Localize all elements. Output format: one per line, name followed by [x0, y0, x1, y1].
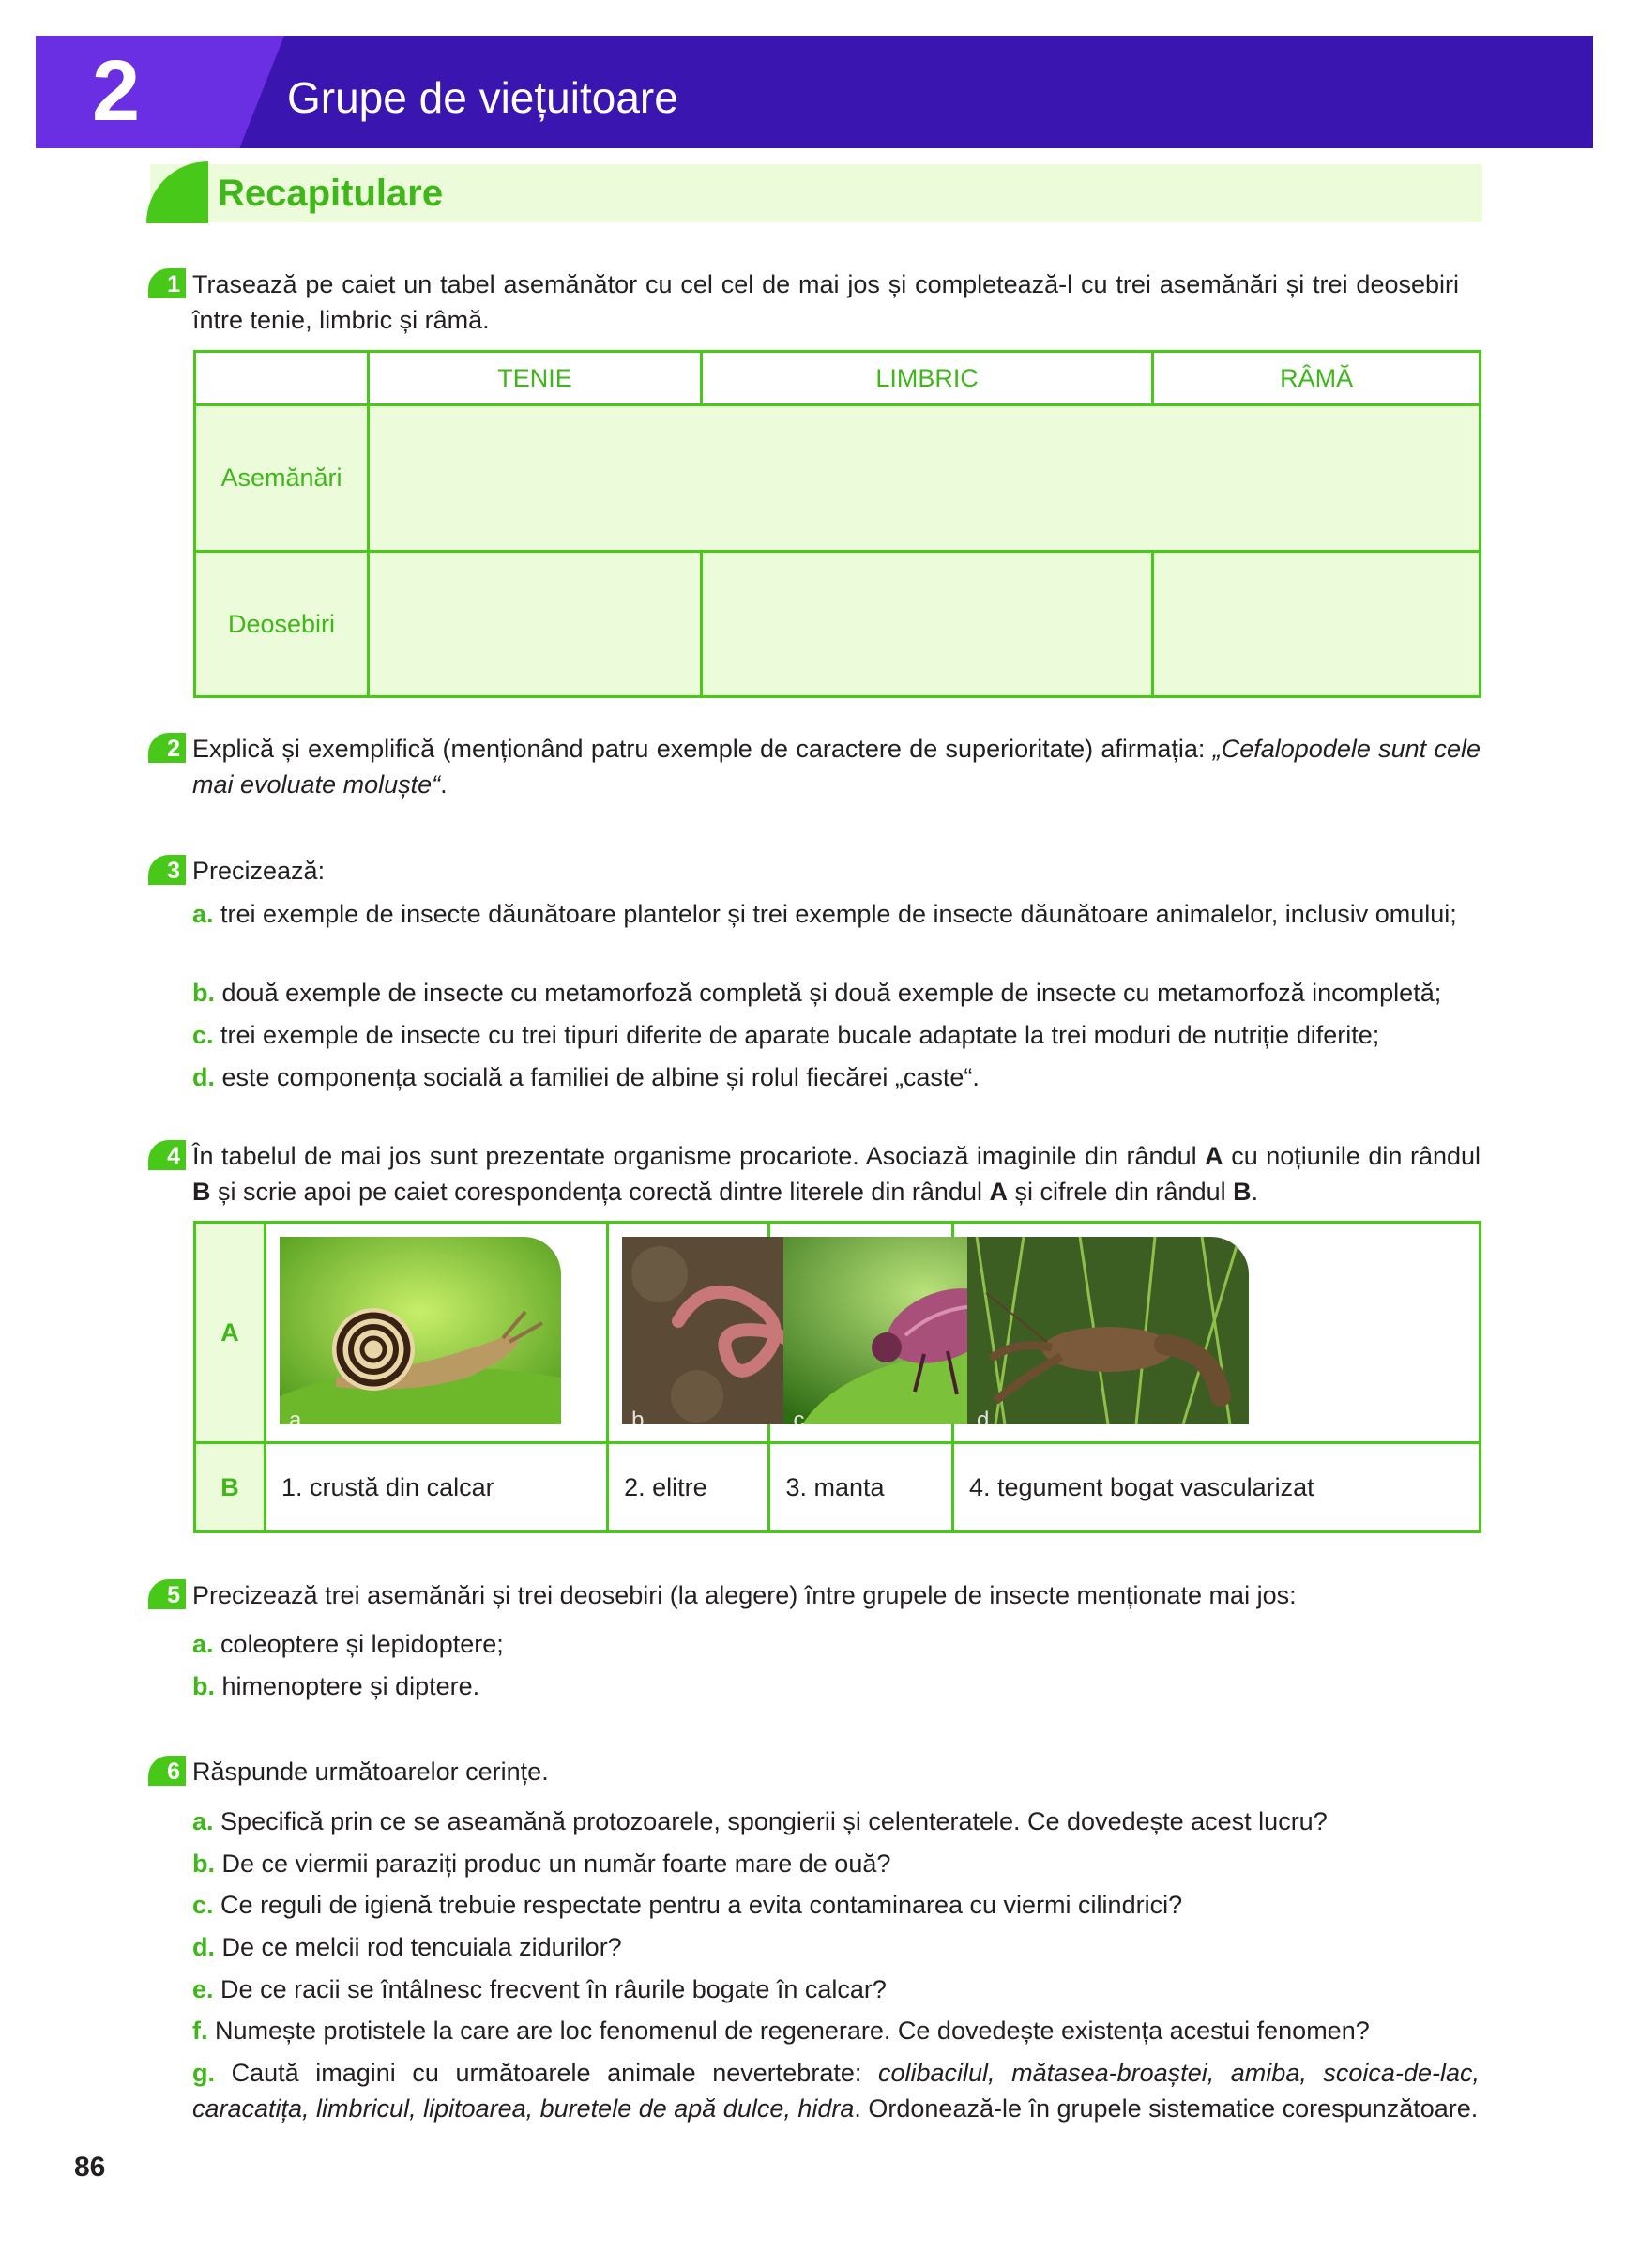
item-letter: c.: [192, 1021, 214, 1049]
crayfish-photo: [967, 1237, 1249, 1424]
exercise-3-item: [192, 1017, 1480, 1053]
row-b-label: B: [195, 1443, 266, 1532]
exercise-5-badge: 5: [148, 1579, 186, 1609]
notion-cell: 4. tegument bogat vascularizat: [952, 1443, 1480, 1532]
text-bold: A: [1205, 1142, 1223, 1170]
chapter-number: 2: [92, 43, 141, 139]
exercise-2-end: .: [440, 770, 448, 799]
item-letter: g.: [192, 2059, 215, 2087]
item-letter: a.: [192, 1807, 214, 1835]
image-label: d: [976, 1408, 990, 1433]
image-label: c: [793, 1408, 805, 1433]
exercise-3-item: [192, 896, 1480, 932]
text-bold: A: [989, 1178, 1008, 1206]
item-text: Caută imagini cu următoarele animale nevertebrate:: [231, 2059, 878, 2087]
notion-cell: 3. manta: [769, 1443, 952, 1532]
item-letter: b.: [192, 1672, 215, 1700]
item-text: himenoptere și diptere.: [221, 1672, 480, 1700]
item-text: este componența socială a familiei de albine și rolul fiecărei „caste“.: [221, 1063, 980, 1091]
item-text: Specifică prin ce se aseamănă protozoarele, spongierii și celenteratele. Ce dovedește acest lucru?: [220, 1807, 1328, 1835]
notion-cell: 1. crustă din calcar: [266, 1443, 608, 1532]
exercise-3-item: [192, 975, 1480, 1011]
item-letter: c.: [192, 1891, 214, 1919]
exercise-4-table: [193, 1221, 1481, 1533]
item-letter: b.: [192, 979, 215, 1007]
text-part: cu noțiunile din rândul: [1223, 1142, 1481, 1170]
exercise-3-intro: Precizează:: [192, 857, 326, 885]
exercise-1-text: Trasează pe caiet un tabel asemănător cu cel cel de mai jos și completează-l cu trei asemănări și trei deosebiri între tenie, limbric și râmă.: [192, 270, 1459, 334]
image-cell: [952, 1223, 1480, 1443]
text-bold: B: [192, 1178, 211, 1206]
animal-list: colibacilul, mătasea-broaștei, amiba, scoica-de-lac, caracatița, limbricul, lipitoarea, buretele de apă dulce, hidra: [192, 2059, 1480, 2123]
table-empty-cell: [369, 405, 1481, 552]
table-column-header: TENIE: [369, 352, 702, 405]
item-text: De ce melcii rod tencuiala zidurilor?: [221, 1933, 622, 1961]
exercise-5-text: Precizează trei asemănări și trei deosebiri (la alegere) între grupele de insecte menționate mai jos:: [192, 1581, 1297, 1609]
chapter-title: Grupe de viețuitoare: [287, 73, 678, 122]
image-label: b: [631, 1408, 645, 1433]
exercise-4-text: [192, 1138, 1481, 1210]
exercise-6-item: [192, 1846, 1480, 1881]
item-letter: a.: [192, 900, 214, 928]
row-a-label: A: [195, 1223, 266, 1443]
exercise-5-item: [192, 1626, 1480, 1662]
item-text: De ce viermii paraziți produc un număr foarte mare de ouă?: [221, 1849, 891, 1878]
exercise-6-item: [192, 1929, 1480, 1965]
exercise-1-badge: 1: [148, 268, 186, 298]
item-letter: f.: [192, 2017, 208, 2045]
table-corner-cell: [195, 352, 369, 405]
text-part: În tabelul de mai jos sunt prezentate organisme procariote. Asociază imaginile din rândul: [192, 1142, 1206, 1170]
text-part: .: [1251, 1178, 1259, 1206]
item-text: Numește protistele la care are loc fenomenul de regenerare. Ce dovedește existența acestui fenomen?: [215, 2017, 1370, 2045]
table-row-header: Asemănări: [195, 405, 369, 552]
exercise-6-item: [192, 1971, 1480, 2007]
exercise-3-item: [192, 1059, 1480, 1095]
notion-cell: 2. elitre: [608, 1443, 769, 1532]
image-cell: [266, 1223, 608, 1443]
snail-photo: [280, 1237, 561, 1424]
item-letter: a.: [192, 1630, 214, 1658]
table-column-header: LIMBRIC: [702, 352, 1153, 405]
item-text: Ce reguli de igienă trebuie respectate pentru a evita contaminarea cu viermi cilindrici?: [220, 1891, 1183, 1919]
text-part: și scrie apoi pe caiet corespondența corectă dintre literele din rândul: [210, 1178, 990, 1206]
table-empty-cell: [369, 552, 702, 697]
table-empty-cell: [702, 552, 1153, 697]
section-title: Recapitulare: [218, 173, 444, 214]
exercise-6-item: [192, 2013, 1480, 2048]
image-cell: [608, 1223, 769, 1443]
table-empty-cell: [1153, 552, 1481, 697]
table-column-header: RÂMĂ: [1153, 352, 1481, 405]
text-part: și cifrele din rândul: [1007, 1178, 1234, 1206]
item-letter: d.: [192, 1063, 215, 1091]
exercise-6-text: Răspunde următoarelor cerințe.: [192, 1758, 549, 1786]
image-cell: [769, 1223, 952, 1443]
exercise-2-statement: Explică și exemplifică (menționând patru exemple de caractere de superioritate) afirmația:: [192, 735, 1213, 763]
item-text: trei exemple de insecte dăunătoare plantelor și trei exemple de insecte dăunătoare animalelor, inclusiv omului;: [220, 900, 1457, 928]
item-text: trei exemple de insecte cu trei tipuri diferite de aparate bucale adaptate la trei moduri de nutriție diferite;: [220, 1021, 1380, 1049]
exercise-6-item: [192, 2055, 1480, 2126]
exercise-1-table: [193, 350, 1481, 698]
page-number: 86: [74, 2152, 106, 2183]
item-text: coleoptere și lepidoptere;: [220, 1630, 504, 1658]
item-letter: e.: [192, 1975, 214, 2003]
exercise-6-item: [192, 1804, 1480, 1839]
table-row-header: Deosebiri: [195, 552, 369, 697]
item-text: De ce racii se întâlnesc frecvent în râurile bogate în calcar?: [220, 1975, 887, 2003]
exercise-4-badge: 4: [148, 1140, 186, 1170]
exercise-2-quote: „Cefalopodele sunt cele mai evoluate moluște“: [192, 735, 1481, 799]
text-bold: B: [1233, 1178, 1252, 1206]
exercise-5-item: [192, 1668, 1480, 1704]
exercise-2-badge: 2: [148, 733, 186, 763]
item-letter: d.: [192, 1933, 215, 1961]
item-text: două exemple de insecte cu metamorfoză completă și două exemple de insecte cu metamorfoză incompletă;: [221, 979, 1442, 1007]
item-letter: b.: [192, 1849, 215, 1878]
exercise-6-item: [192, 1887, 1480, 1923]
exercise-2-text: [192, 731, 1481, 802]
exercise-6-badge: 6: [148, 1756, 186, 1786]
chapter-number-background: [36, 36, 284, 148]
chapter-header: [36, 36, 1593, 148]
exercise-3-badge: 3: [148, 855, 186, 885]
image-label: a: [289, 1408, 302, 1433]
item-text: . Ordonează-le în grupele sistematice corespunzătoare.: [854, 2094, 1479, 2123]
